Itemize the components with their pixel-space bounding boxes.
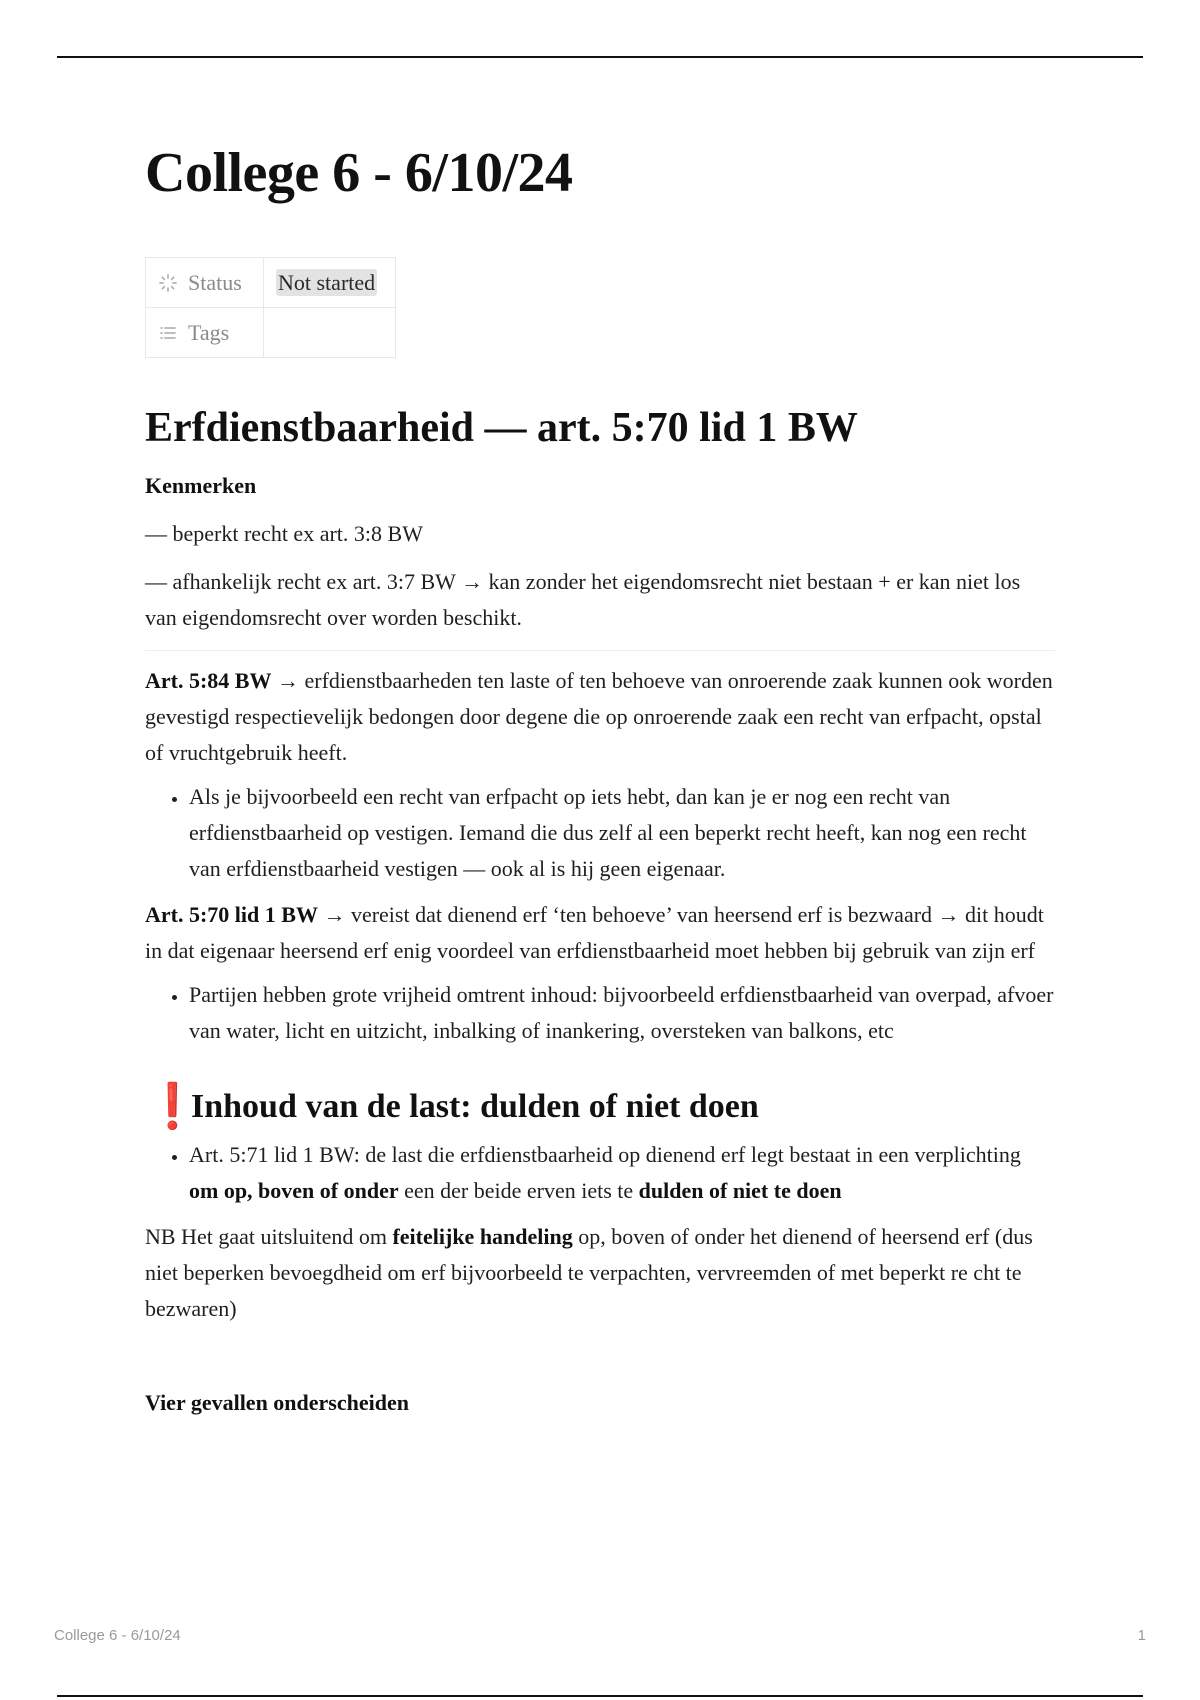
art-570-ref: Art. 5:70 lid 1 BW <box>145 901 318 927</box>
bullet-list-vrijheid <box>145 977 1055 1049</box>
list-item: • Als je bijvoorbeeld een recht van erfpacht op iets hebt, dan kan je er nog een recht van erfdienstbaarheid op vestigen. Iemand die dus zelf al een beperkt recht heeft, kan nog een recht van erfdienstbaarheid vestigen — ook al is hij geen eigenaar. <box>189 779 1055 887</box>
bullet-list-art-571 <box>145 1137 1055 1209</box>
art-584-text: → erfdienstbaarheden ten laste of ten behoeve van onroerende zaak kunnen ook worden gevestigd respectievelijk bedongen door degene die op onroerende zaak een recht van erfpacht, opstal of vruchtgebruik heeft. <box>145 667 1053 765</box>
section-heading-text: Inhoud van de last: dulden of niet doen <box>191 1087 759 1125</box>
bottom-rule <box>57 1695 1143 1697</box>
bold-run: feitelijke handeling <box>392 1223 573 1249</box>
text-run: op, boven of onder het dienend of heersend erf (dus niet beperken bevoegdheid om erf bijvoorbeeld te verpachten, vervreemden of met beperkt re cht te bezwaren) <box>145 1223 1033 1321</box>
paragraph-afhankelijk-recht: — afhankelijk recht ex art. 3:7 BW → kan zonder het eigendomsrecht niet bestaan + er kan niet los van eigendomsrecht over worden beschikt. <box>145 568 1021 630</box>
page-title: College 6 - 6/10/24 <box>145 142 573 204</box>
properties-table <box>145 257 396 358</box>
art-584-ref: Art. 5:84 BW <box>145 667 272 693</box>
property-key-status[interactable] <box>146 258 264 308</box>
exclamation-icon: ❗ <box>145 1080 200 1132</box>
text-run: een der beide erven iets te <box>398 1177 639 1203</box>
divider <box>145 650 1055 651</box>
paragraph-nb <box>145 1219 1055 1327</box>
vier-gevallen-label: Vier gevallen onderscheiden <box>145 1389 409 1415</box>
paragraph-art-584 <box>145 663 1055 771</box>
bold-run: om op, boven of onder <box>189 1177 399 1203</box>
section-heading-inhoud-last <box>145 1080 1055 1132</box>
section-heading-erfdienstbaarheid: Erfdienstbaarheid — art. 5:70 lid 1 BW <box>145 405 858 452</box>
footer-title: College 6 - 6/10/24 <box>54 1627 181 1644</box>
property-value-tags[interactable] <box>264 308 396 358</box>
bold-run: dulden of niet te doen <box>638 1177 842 1203</box>
status-spinner-icon <box>158 273 178 293</box>
status-badge: Not started <box>278 269 376 295</box>
list-item: • Partijen hebben grote vrijheid omtrent inhoud: bijvoorbeeld erfdienstbaarheid van overpad, afvoer van water, licht en uitzicht, inbalking of inankering, oversteken van balkons, etc <box>189 977 1055 1049</box>
page-content <box>145 140 1055 1421</box>
paragraph-art-570 <box>145 897 1055 969</box>
text-run: NB Het gaat uitsluitend om <box>145 1223 393 1249</box>
bullet-list-erfpacht <box>145 779 1055 887</box>
list-icon <box>158 323 178 343</box>
paragraph-beperkt-recht: — beperkt recht ex art. 3:8 BW <box>145 520 423 546</box>
top-rule <box>57 56 1143 58</box>
property-value-status[interactable] <box>264 258 396 308</box>
kenmerken-label: Kenmerken <box>145 472 257 498</box>
property-key-label: Tags <box>188 319 230 345</box>
property-row-tags <box>146 308 396 358</box>
list-item <box>189 1137 1055 1209</box>
page-number: 1 <box>1137 1627 1146 1644</box>
property-key-label: Status <box>188 269 242 295</box>
property-row-status <box>146 258 396 308</box>
text-run: Art. 5:71 lid 1 BW: de last die erfdienstbaarheid op dienend erf legt bestaat in een verplichting <box>189 1141 1021 1167</box>
art-570-text: → vereist dat dienend erf ‘ten behoeve’ van heersend erf is bezwaard → dit houdt in dat eigenaar heersend erf enig voordeel van erfdienstbaarheid moet hebben bij gebruik van zijn erf <box>145 901 1044 963</box>
property-key-tags[interactable] <box>146 308 264 358</box>
